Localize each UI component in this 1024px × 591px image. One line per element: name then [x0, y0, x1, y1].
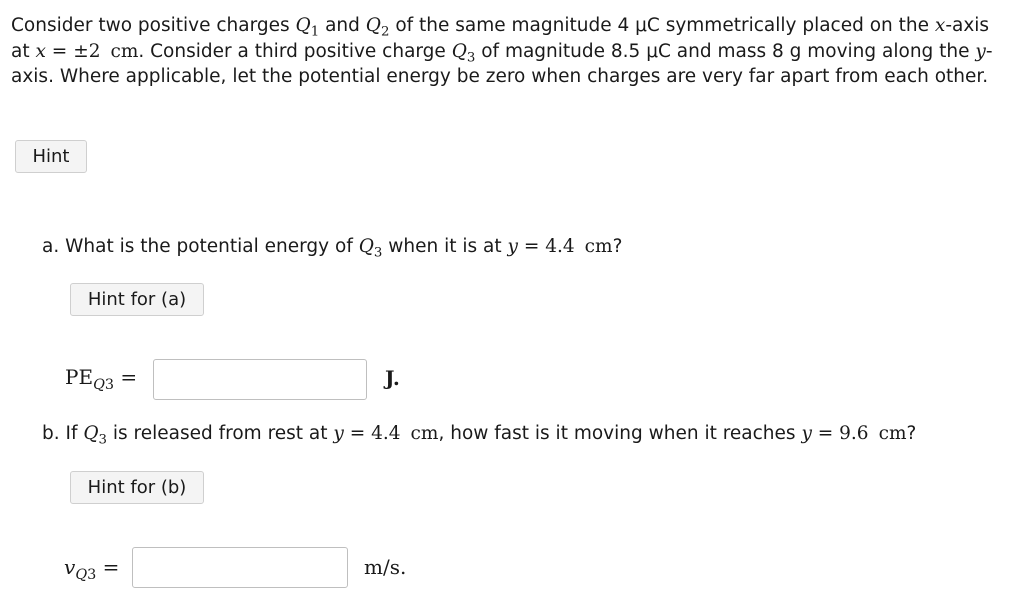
- equals-sign: =: [811, 423, 840, 444]
- axis-variable: y: [507, 236, 518, 257]
- axis-variable: y: [333, 423, 344, 444]
- question-b: [42, 421, 916, 446]
- problem-text: of the same magnitude 4 μC symmetrically placed on the: [389, 15, 935, 36]
- charge-subscript: 3: [373, 245, 383, 261]
- equals-sign: =: [114, 365, 138, 389]
- velocity-answer-input[interactable]: [132, 547, 348, 588]
- unit-cm: cm: [410, 423, 439, 444]
- problem-text: -axis. Where applicable, let the potential energy be zero when charges are very far apart from each other.: [11, 40, 993, 87]
- pe-answer-input[interactable]: [153, 359, 367, 400]
- charge-subscript: 3: [466, 50, 476, 66]
- charge-symbol: Q: [365, 15, 381, 36]
- pe-subscript-q: Q: [93, 377, 105, 394]
- start-position-value: 4.4: [371, 423, 401, 444]
- pe-subscript-num: 3: [104, 377, 115, 394]
- velocity-subscript-num: 3: [87, 567, 97, 584]
- equals-sign: =: [343, 423, 372, 444]
- charge-symbol: Q: [451, 40, 467, 62]
- velocity-symbol: v: [64, 555, 76, 579]
- charge-subscript: 2: [380, 24, 390, 40]
- equals-sign: =: [96, 555, 120, 579]
- hint-b-button[interactable]: Hint for (b): [70, 471, 204, 504]
- question-text: when it is at: [382, 236, 508, 257]
- axis-variable: y: [801, 423, 812, 444]
- unit-cm: cm: [584, 236, 613, 257]
- hint-button[interactable]: Hint: [15, 140, 87, 173]
- charge-subscript: 3: [98, 432, 108, 448]
- axis-variable: x: [934, 15, 946, 36]
- question-mark: ?: [612, 236, 623, 257]
- question-text: b. If: [42, 423, 84, 444]
- charge-symbol: Q: [83, 423, 99, 444]
- problem-text: Consider two positive charges: [11, 15, 296, 36]
- question-mark: ?: [906, 423, 917, 444]
- equals-sign: =: [517, 236, 546, 257]
- question-text: a. What is the potential energy of: [42, 236, 359, 257]
- problem-text: . Consider a third positive charge: [138, 40, 452, 62]
- pe-answer-label: [65, 365, 138, 394]
- problem-text: -axis at: [11, 15, 990, 62]
- charge-symbol: Q: [295, 15, 311, 36]
- position-value: 4.4: [545, 236, 575, 257]
- question-a: [42, 234, 622, 259]
- problem-text: and: [319, 15, 366, 36]
- axis-variable: y: [975, 40, 986, 62]
- equals-sign: =: [45, 40, 74, 62]
- pe-unit-label: J.: [385, 366, 400, 390]
- position-value: ±2: [73, 40, 101, 62]
- charge-subscript: 1: [310, 24, 320, 40]
- problem-statement: [11, 13, 1011, 90]
- velocity-unit-label: m/s.: [364, 555, 407, 579]
- problem-text: of magnitude 8.5 μC and mass 8 g moving along the: [475, 40, 976, 62]
- question-text: is released from rest at: [107, 423, 334, 444]
- question-text: , how fast is it moving when it reaches: [438, 423, 802, 444]
- velocity-answer-label: [64, 555, 120, 584]
- charge-symbol: Q: [358, 236, 374, 257]
- end-position-value: 9.6: [839, 423, 869, 444]
- unit-cm: cm: [878, 423, 907, 444]
- axis-variable: x: [35, 40, 46, 62]
- pe-symbol: PE: [65, 365, 94, 389]
- unit-cm: cm: [110, 40, 139, 62]
- hint-a-button[interactable]: Hint for (a): [70, 283, 204, 316]
- velocity-subscript-q: Q: [75, 567, 88, 584]
